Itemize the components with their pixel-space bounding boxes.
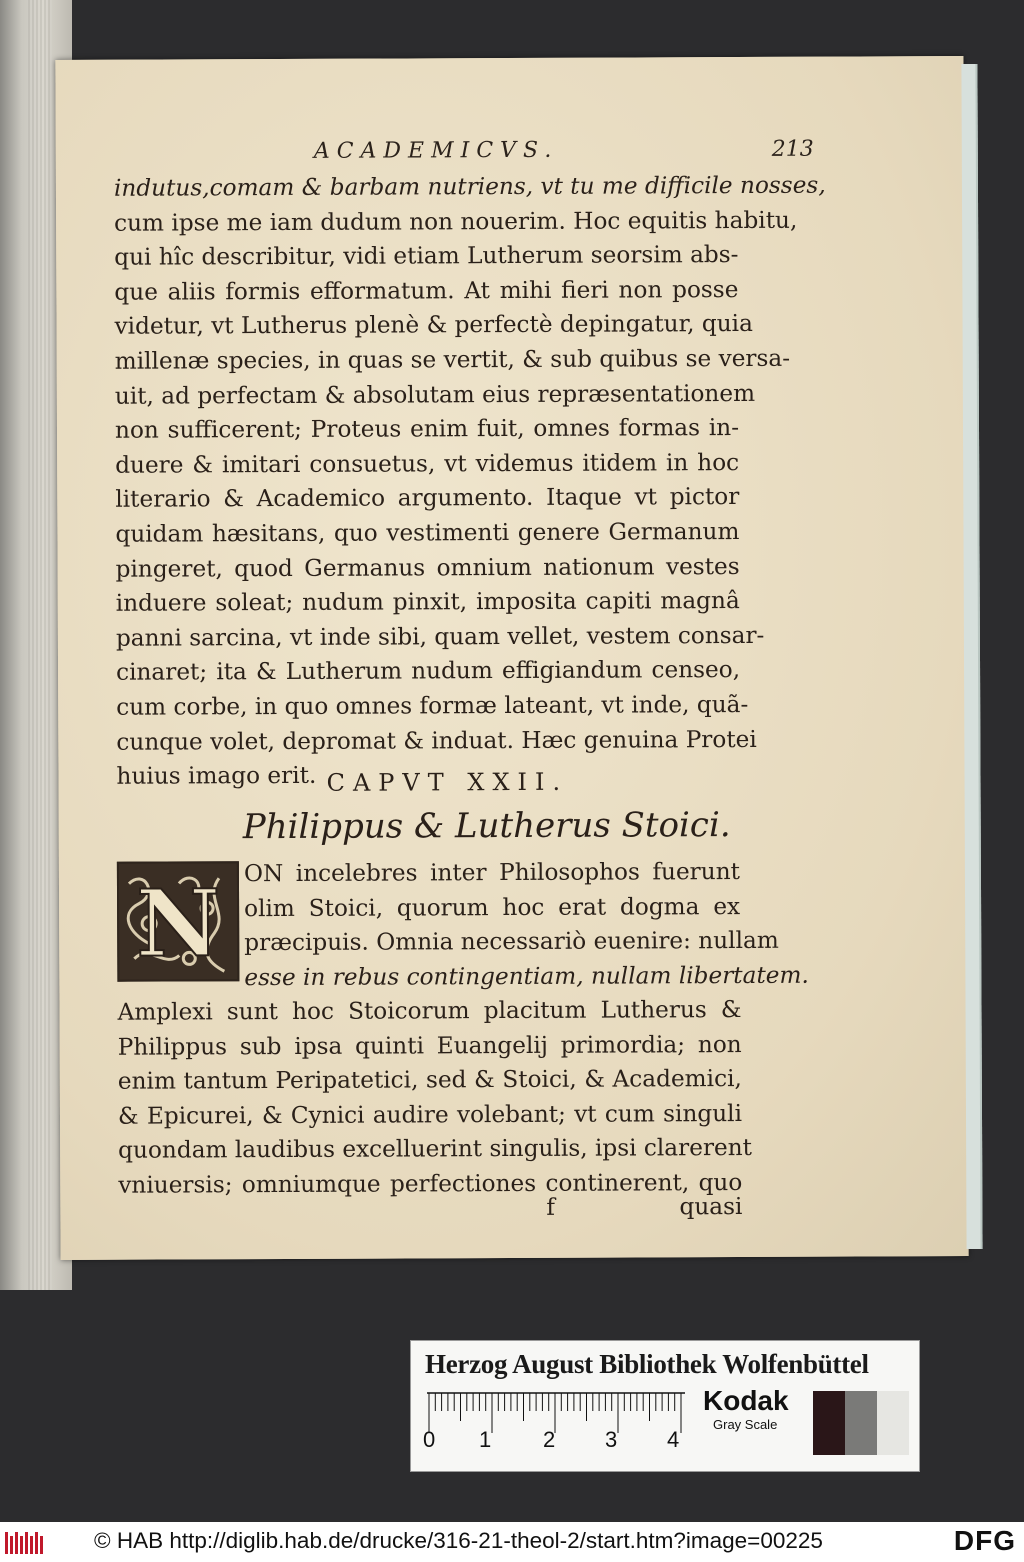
gray-patch-light [877,1391,909,1455]
page-edges [28,0,52,1290]
gray-patch-dark [813,1391,845,1455]
body-text [113,169,826,794]
body-line: duere & imitari consuetus, vt videmus itidem in hoc [115,448,740,479]
library-name: Herzog August Bibliothek Wolfenbüttel [425,1349,869,1379]
para2-line: enim tantum Peripatetici, sed & Stoici, & Academici, [117,1065,742,1095]
body-line: cum ipse me iam dudum non nouerim. Hoc equitis habitu, [114,206,798,237]
body-line: induere soleat; nudum pinxit, imposita capiti magnâ [115,587,740,617]
decorated-initial [117,861,240,982]
chapter-subtitle: Philippus & Lutherus Stoici. [242,805,731,848]
body-line: cum corbe, in quo omnes formæ lateant, vt inde, quã- [116,690,749,721]
para-line: olim Stoici, quorum hoc erat dogma ex [244,892,741,922]
body-line: qui hîc describitur, vidi etiam Lutherum seorsim abs- [114,241,739,271]
body-line: cinaret; ita & Lutherum nudum effigiandum censeo, [116,656,741,687]
body-line: cunque volet, depromat & induat. Hæc genuina Protei [116,725,757,756]
ruler-number-2: 2 [543,1427,556,1452]
catchword: quasi [679,1193,743,1221]
library-color-target [410,1340,920,1472]
body-line: non sufficerent; Proteus enim fuit, omnes formas in- [114,414,740,444]
para2-line: Philippus sub ipsa quinti Euangelij primordia; non [117,1030,742,1061]
page-right-edge [961,64,982,1249]
gray-scale-label: Gray Scale [713,1417,778,1432]
body-line: que aliis formis efformatum. At mihi fieri non posse [114,275,739,306]
para2-line: quondam laudibus excelluerint singulis, ipsi clarerent [118,1134,753,1165]
body-line: huius imago erit. [116,761,317,790]
body-line: indutus,comam & barbam nutriens, vt tu me difficile nosses, [113,171,826,202]
footer-bar [0,1522,1024,1562]
credit-link[interactable]: © HAB http://diglib.hab.de/drucke/316-21-theol-2/start.htm?image=00225 [94,1528,823,1553]
para-line: præcipuis. Omnia necessariò euenire: nullam [244,927,779,957]
body-line: literario & Academico argumento. Itaque vt pictor [115,483,740,514]
signature-mark: f [546,1193,556,1221]
ruler-number-3: 3 [605,1427,618,1452]
chapter-paragraph-lead [243,855,809,996]
body-line: uit, ad perfectam & absolutam eius repræsentationem [114,379,756,410]
hab-logo-icon [4,1530,46,1556]
initial-letter: N [135,869,221,978]
dfg-logo: DFG [953,1525,1016,1556]
page-number: 213 [771,136,814,162]
body-line: panni sarcina, vt inde sibi, quam vellet, vestem consar- [115,621,765,652]
page-foot [118,1193,742,1230]
body-line: quidam hæsitans, quo vestimenti genere Germanum [115,517,740,548]
para-line: ON incelebres inter Philosophos fuerunt [243,858,740,888]
gray-patch-mid [845,1391,877,1455]
para-line: esse in rebus contingentiam, nullam libertatem. [244,961,809,991]
kodak-logo: Kodak [703,1385,789,1416]
body-line: millenæ species, in quas se vertit, & sub quibus se versa- [114,344,791,375]
running-header [314,137,814,169]
para2-line: & Epicurei, & Cynici audire volebant; vt cum singuli [117,1099,743,1130]
running-title: ACADEMICVS. [313,137,559,164]
book-page [55,56,968,1260]
ruler-scale [425,1391,687,1437]
para2-line: vniuersis; omniumque perfectiones continerent, quo [118,1168,743,1199]
chapter-paragraph-body [117,993,753,1203]
chapter-heading: CAPVT XXII. [326,767,569,797]
body-line: videtur, vt Lutherus plenè & perfectè depingatur, quia [114,310,753,341]
para2-line: Amplexi sunt hoc Stoicorum placitum Lutherus & [117,996,742,1026]
body-line: pingeret, quod Germanus omnium nationum vestes [115,552,740,583]
ruler-number-1: 1 [479,1427,492,1452]
ruler-number-0: 0 [423,1427,436,1452]
ruler-number-4: 4 [667,1427,680,1452]
